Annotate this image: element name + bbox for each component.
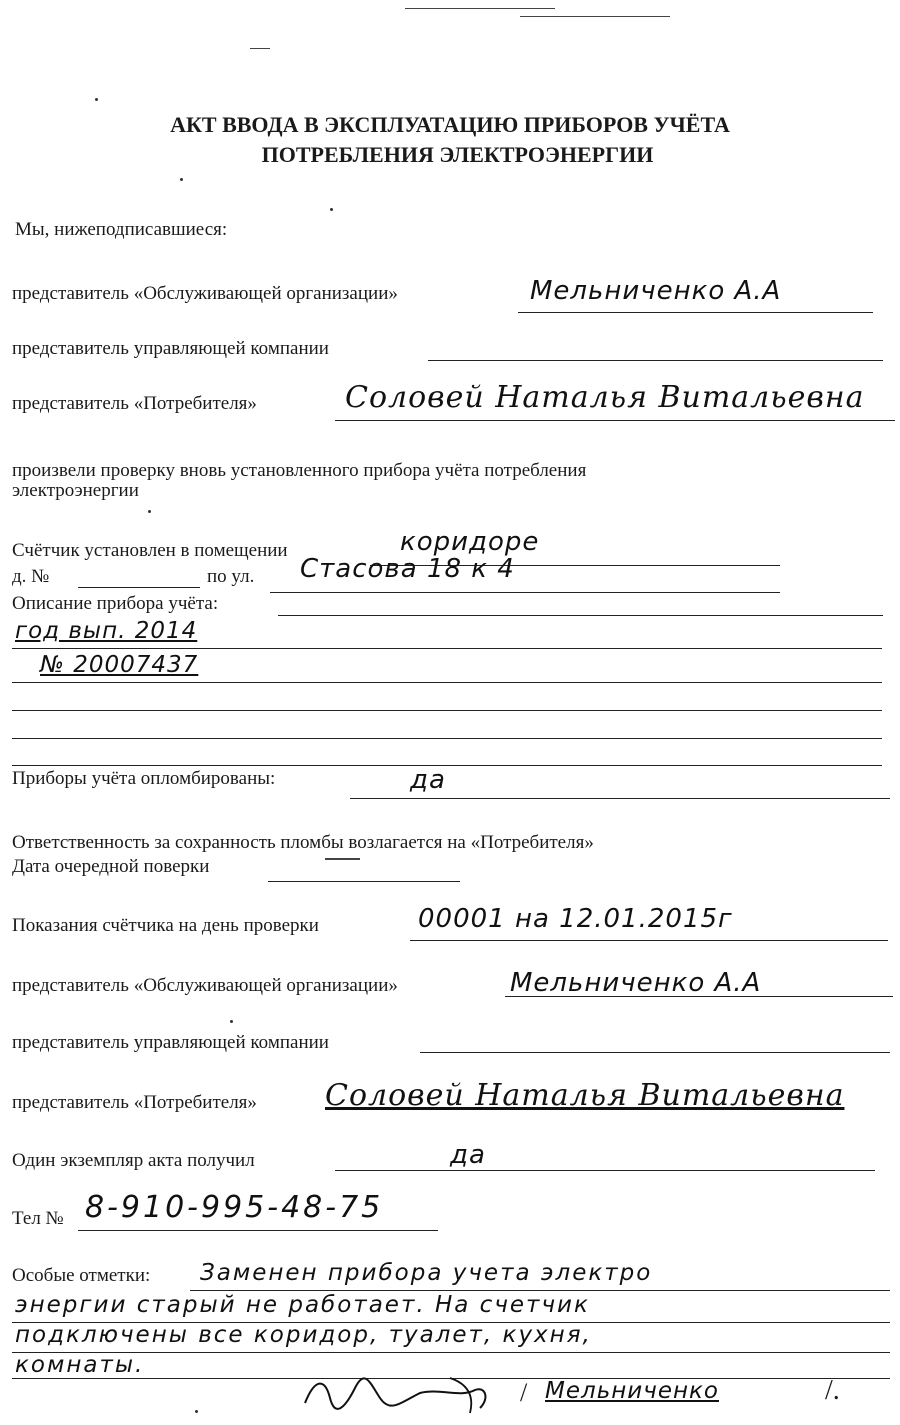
house-line	[78, 587, 200, 588]
desc-line1	[12, 648, 882, 649]
rep-consumer-label: представитель «Потребителя»	[12, 393, 257, 414]
desc-value2: № 20007437	[40, 652, 199, 678]
next-check-label: Дата очередной поверки	[12, 856, 210, 877]
scan-dot	[180, 178, 183, 181]
copy-value: да	[450, 1140, 486, 1170]
rep-service2-label: представитель «Обслуживающей организации»	[12, 975, 398, 996]
title-line1: АКТ ВВОДА В ЭКСПЛУАТАЦИЮ ПРИБОРОВ УЧЁТА	[170, 112, 730, 137]
rep-consumer-line	[335, 420, 895, 421]
scan-dot	[195, 1410, 198, 1413]
rep-consumer-value: Соловей Наталья Витальевна	[345, 380, 865, 415]
intro-text: Мы, нижеподписавшиеся:	[15, 219, 228, 240]
scan-mark	[405, 8, 555, 9]
notes-value4: комнаты.	[15, 1352, 145, 1378]
rep-mgmt2-line	[420, 1052, 890, 1053]
readings-line	[410, 940, 888, 941]
scan-dot	[95, 98, 98, 101]
signature-name: Мельниченко	[545, 1378, 719, 1404]
signature-bracket-close: /.	[825, 1375, 840, 1406]
installed-label: Счётчик установлен в помещении	[12, 540, 288, 561]
scan-mark	[250, 48, 270, 49]
desc-line5	[12, 765, 882, 766]
desc-line0	[278, 615, 883, 616]
notes-value1: Заменен прибора учета электро	[200, 1260, 653, 1286]
desc-value1: год вып. 2014	[15, 618, 198, 644]
notes-line1	[190, 1290, 890, 1291]
installed-value: коридоре	[400, 527, 540, 557]
responsibility-text: Ответственность за сохранность пломбы возлагается на «Потребителя»	[12, 832, 594, 853]
desc-line2	[12, 682, 882, 683]
house-label: д. №	[12, 566, 50, 587]
notes-value2: энергии старый не работает. На счетчик	[15, 1292, 590, 1318]
signature-bracket-open: /	[520, 1378, 528, 1407]
desc-line4	[12, 738, 882, 739]
sealed-label: Приборы учёта опломбированы:	[12, 768, 276, 789]
copy-label: Один экземпляр акта получил	[12, 1150, 255, 1171]
scan-mark	[325, 858, 360, 860]
phone-line	[78, 1230, 438, 1231]
sealed-line	[350, 798, 890, 799]
rep-consumer2-value: Соловей Наталья Витальевна	[325, 1078, 845, 1113]
next-check-line	[268, 881, 460, 882]
rep-service-value: Мельниченко А.А	[530, 276, 782, 306]
scan-dot	[148, 510, 151, 513]
desc-line3	[12, 710, 882, 711]
rep-service2-value: Мельниченко А.А	[510, 968, 762, 998]
notes-label: Особые отметки:	[12, 1265, 151, 1286]
rep-mgmt-label: представитель управляющей компании	[12, 338, 329, 359]
rep-service-label: представитель «Обслуживающей организации»	[12, 283, 398, 304]
scan-dot	[330, 208, 333, 211]
rep-mgmt-line	[428, 360, 883, 361]
scan-dot	[230, 1020, 233, 1023]
check-line2: электроэнергии	[12, 480, 139, 501]
sealed-value: да	[410, 765, 446, 795]
phone-label: Тел №	[12, 1208, 64, 1229]
rep-mgmt2-label: представитель управляющей компании	[12, 1032, 329, 1053]
rep-consumer2-label: представитель «Потребителя»	[12, 1092, 257, 1113]
title-line2: ПОТРЕБЛЕНИЯ ЭЛЕКТРОЭНЕРГИИ	[261, 142, 654, 167]
readings-label: Показания счётчика на день проверки	[12, 915, 319, 936]
check-line1: произвели проверку вновь установленного прибора учёта потребления	[12, 460, 587, 481]
readings-value: 00001 на 12.01.2015г	[418, 904, 733, 934]
street-label: по ул.	[207, 566, 255, 587]
notes-value3: подключены все коридор, туалет, кухня,	[15, 1322, 592, 1348]
copy-line	[335, 1170, 875, 1171]
rep-service-line	[518, 312, 873, 313]
street-value: Стасова 18 к 4	[300, 554, 515, 584]
desc-label: Описание прибора учёта:	[12, 593, 219, 614]
phone-value: 8-910-995-48-75	[85, 1190, 384, 1225]
signature-mark	[300, 1368, 500, 1418]
scan-mark	[520, 16, 670, 17]
street-line	[270, 592, 780, 593]
